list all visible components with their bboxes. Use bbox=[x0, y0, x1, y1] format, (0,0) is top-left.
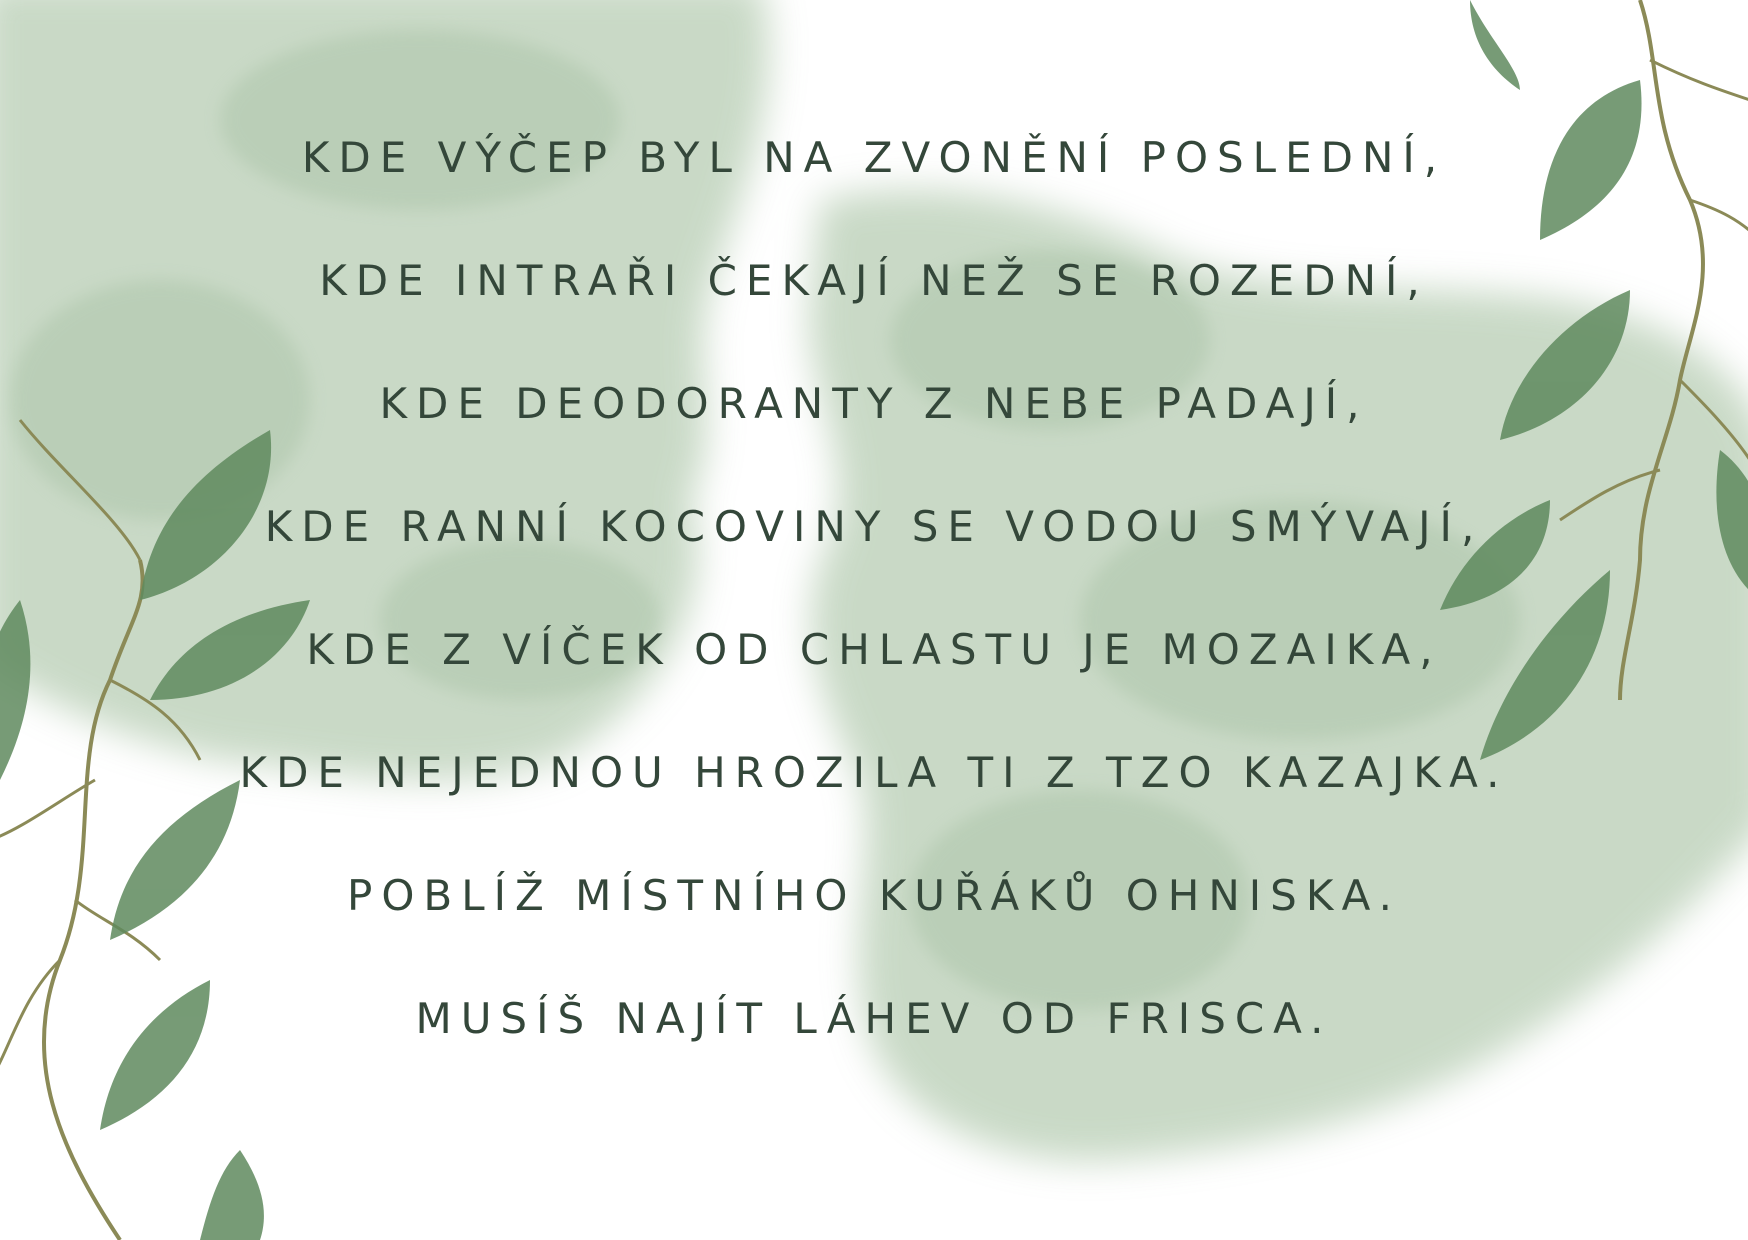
poem-line-3: KDE DEODORANTY Z NEBE PADAJÍ, bbox=[379, 379, 1369, 428]
poem-line-1: KDE VÝČEP BYL NA ZVONĚNÍ POSLEDNÍ, bbox=[301, 133, 1447, 182]
poem-line-2: KDE INTRAŘI ČEKAJÍ NEŽ SE ROZEDNÍ, bbox=[319, 256, 1429, 305]
poem-line-5: KDE Z VÍČEK OD CHLASTU JE MOZAIKA, bbox=[306, 625, 1442, 674]
poem-line-8: MUSÍŠ NAJÍT LÁHEV OD FRISCA. bbox=[415, 994, 1333, 1043]
poem-line-7: POBLÍŽ MÍSTNÍHO KUŘÁKŮ OHNISKA. bbox=[347, 871, 1401, 920]
poem-line-6: KDE NEJEDNOU HROZILA TI Z TZO KAZAJKA. bbox=[239, 748, 1509, 797]
poem-line-4: KDE RANNÍ KOCOVINY SE VODOU SMÝVAJÍ, bbox=[264, 502, 1484, 551]
